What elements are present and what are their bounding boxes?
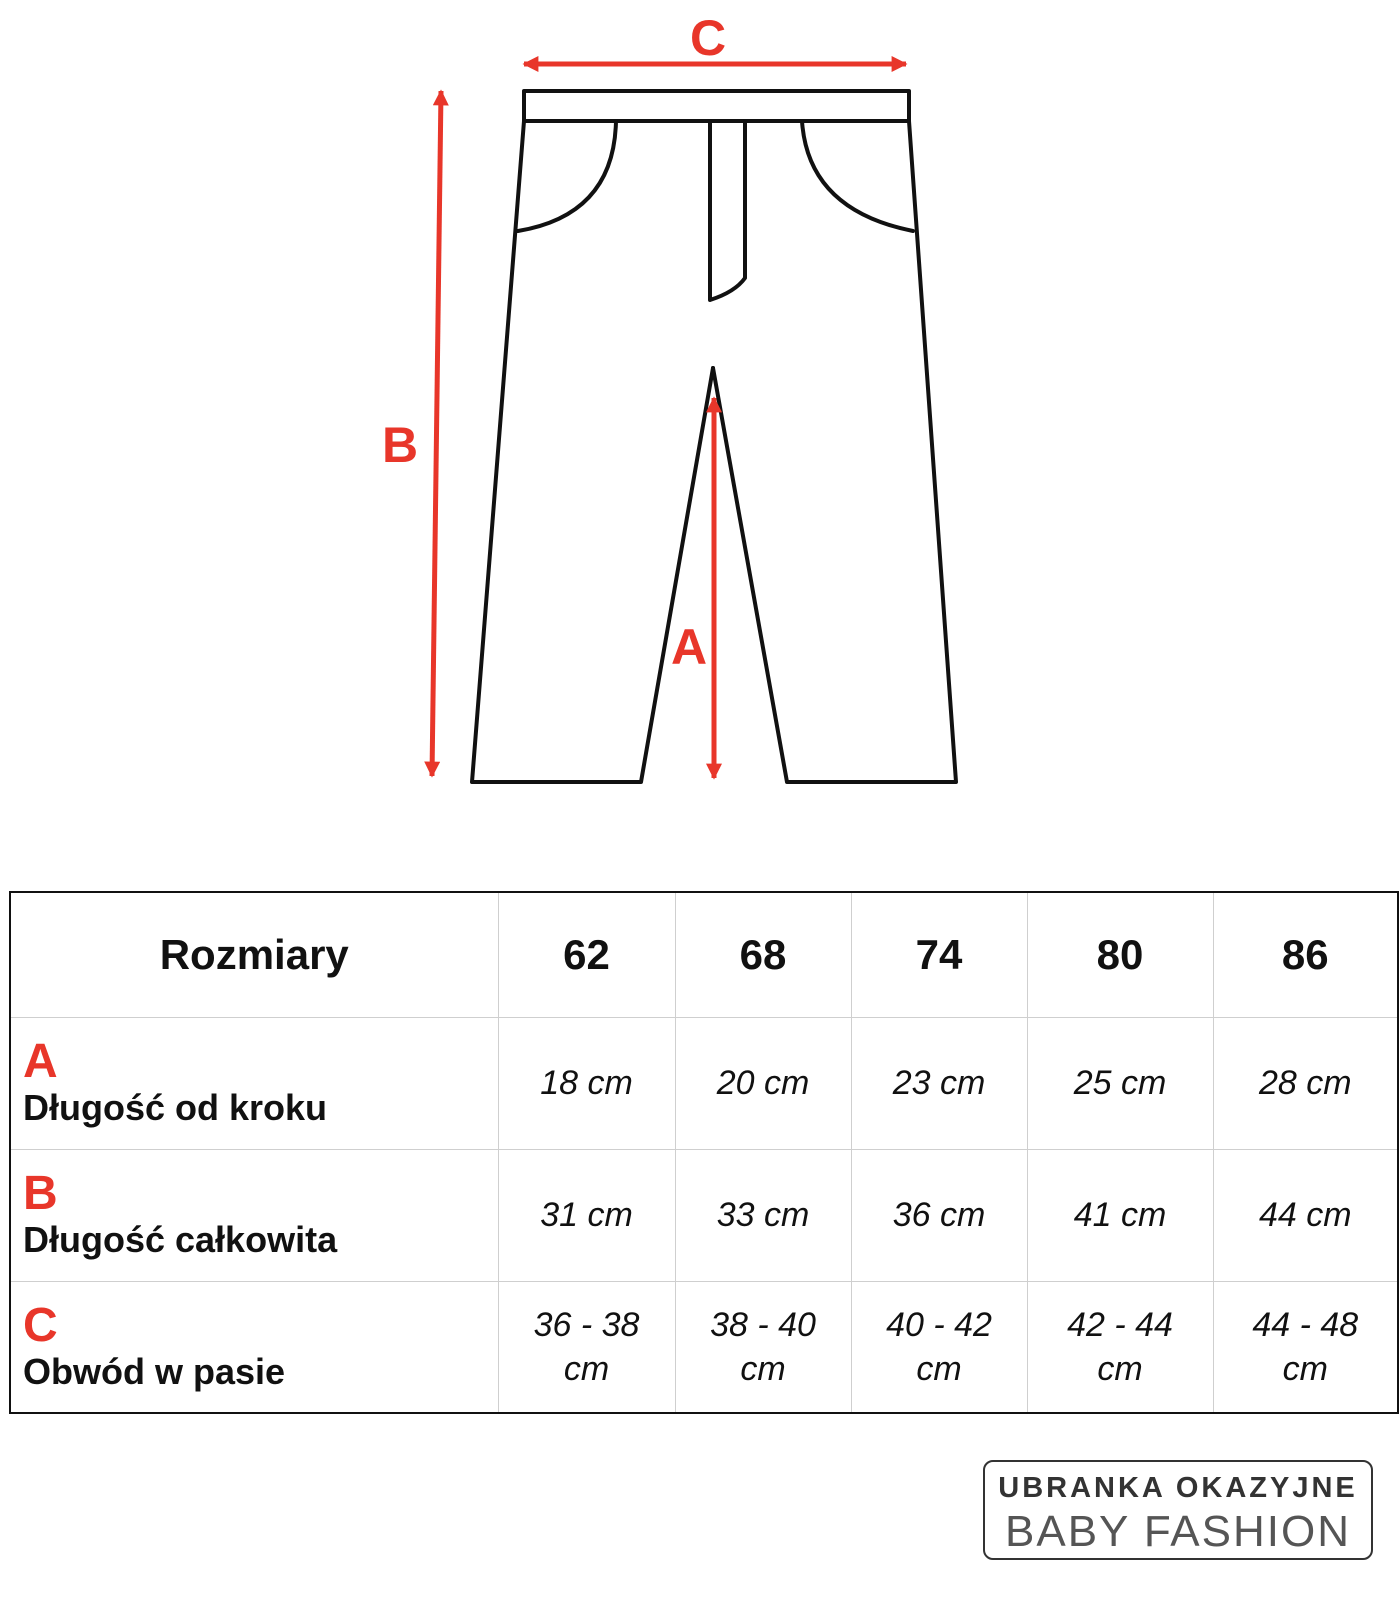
header-size: 74 <box>851 892 1027 1017</box>
cell-line1: 28 cm <box>1258 1064 1352 1102</box>
table-row <box>10 1281 1398 1413</box>
table-cell <box>851 1281 1027 1413</box>
label-a: A <box>670 619 708 675</box>
waistband <box>524 91 909 121</box>
header-size: 68 <box>675 892 851 1017</box>
cell-line1: 41 cm <box>1073 1196 1167 1234</box>
cell-line2: cm <box>1282 1349 1328 1388</box>
cell-line2: cm <box>740 1349 786 1388</box>
fly-stitching <box>710 121 745 300</box>
right-leg-outline <box>713 121 956 782</box>
table-cell <box>1027 1017 1213 1149</box>
label-c: C <box>689 10 727 66</box>
cell-line1: 31 cm <box>540 1196 633 1234</box>
cell-line1: 36 - 38 <box>533 1305 640 1344</box>
table-cell <box>851 1149 1027 1281</box>
size-table <box>9 891 1399 1414</box>
table-cell <box>498 1281 675 1413</box>
cell-line1: 44 cm <box>1258 1196 1352 1234</box>
cell-line2: cm <box>916 1349 962 1388</box>
cell-line1: 40 - 42 <box>886 1305 992 1344</box>
left-pocket <box>518 121 616 231</box>
row-heading <box>10 1281 498 1413</box>
row-letter: B <box>23 1167 58 1220</box>
cell-line1: 23 cm <box>892 1064 986 1102</box>
measurement-arrows <box>432 64 906 778</box>
row-heading <box>10 1149 498 1281</box>
row-name: Długość całkowita <box>23 1219 338 1260</box>
cell-line1: 36 cm <box>892 1196 986 1234</box>
cell-line1: 33 cm <box>716 1196 810 1234</box>
table-cell <box>498 1149 675 1281</box>
cell-line2: cm <box>563 1349 610 1388</box>
header-size: 80 <box>1027 892 1213 1017</box>
header-size: 86 <box>1213 892 1398 1017</box>
label-b: B <box>381 417 419 473</box>
table-cell <box>1027 1149 1213 1281</box>
cell-line1: 18 cm <box>540 1064 633 1102</box>
table-cell <box>1213 1017 1398 1149</box>
row-heading <box>10 1017 498 1149</box>
cell-line1: 25 cm <box>1073 1064 1167 1102</box>
cell-line1: 20 cm <box>716 1064 810 1102</box>
row-name: Długość od kroku <box>23 1087 328 1128</box>
table-cell <box>1027 1281 1213 1413</box>
brand-name-bottom: BABY FASHION <box>1005 1507 1351 1556</box>
cell-line2: cm <box>1097 1349 1143 1388</box>
table-cell <box>675 1281 851 1413</box>
brand-logo <box>983 1460 1373 1560</box>
row-letter: A <box>23 1035 58 1088</box>
table-header-row <box>10 892 1398 1017</box>
table-row <box>10 1149 1398 1281</box>
cell-line1: 42 - 44 <box>1067 1305 1173 1344</box>
table-cell <box>675 1149 851 1281</box>
table-cell <box>851 1017 1027 1149</box>
table-row <box>10 1017 1398 1149</box>
right-pocket <box>802 121 913 231</box>
cell-line1: 44 - 48 <box>1252 1305 1359 1344</box>
row-letter: C <box>23 1298 58 1352</box>
brand-name-top: UBRANKA OKAZYJNE <box>998 1472 1358 1504</box>
cell-line1: 38 - 40 <box>710 1305 816 1344</box>
arrow-b-total-length <box>432 91 441 776</box>
table-cell <box>1213 1281 1398 1413</box>
table-cell <box>498 1017 675 1149</box>
header-size: 62 <box>498 892 675 1017</box>
row-name: Obwód w pasie <box>23 1350 286 1392</box>
left-leg-outline <box>472 121 713 782</box>
table-cell <box>675 1017 851 1149</box>
header-label: Rozmiary <box>10 892 498 1017</box>
table-cell <box>1213 1149 1398 1281</box>
